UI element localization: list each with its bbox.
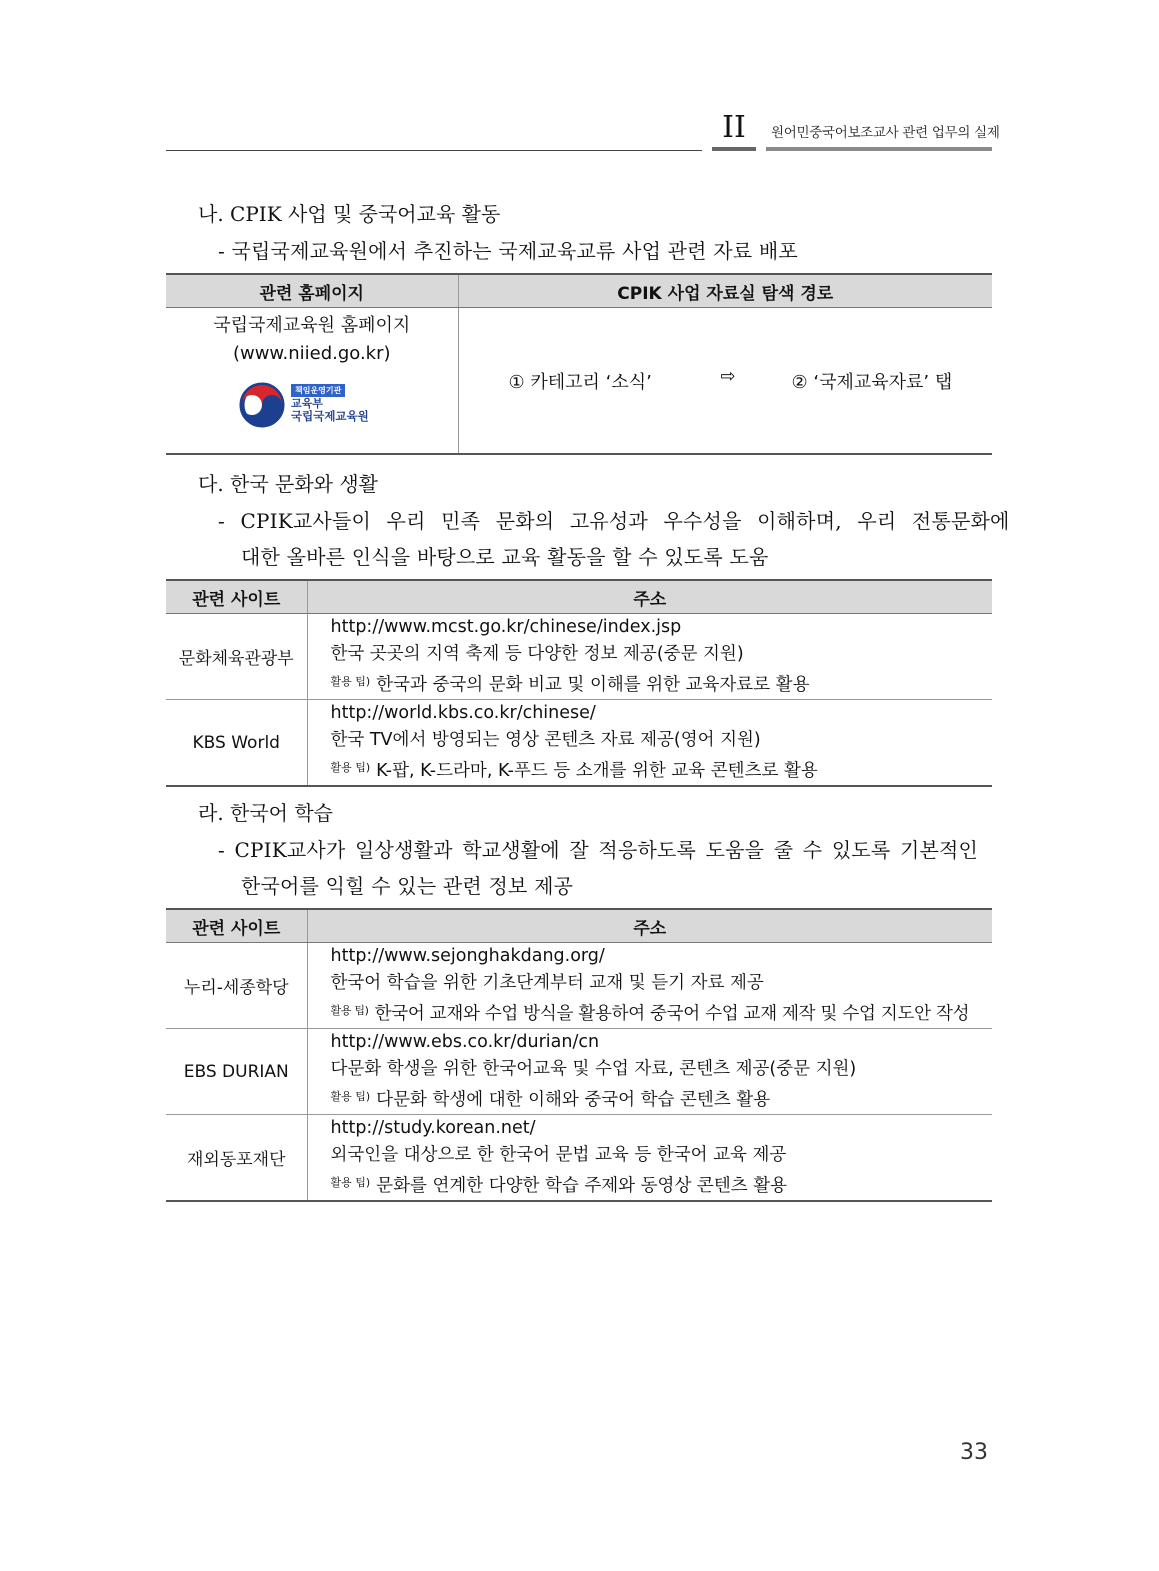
site-description: 한국 TV에서 방영되는 영상 콘텐츠 자료 제공(영어 지원) [330,730,761,750]
chapter-title-underline [766,147,992,151]
logo-line2: 국립국제교육원 [291,409,369,423]
site-name: 문화체육관광부 [166,614,307,700]
site-address-cell [307,614,992,700]
homepage-table-header-site: 관련 홈페이지 [166,274,458,308]
site-name: 누리-세종학당 [166,943,307,1029]
path-step-1: ① 카테고리 ‘소식’ [508,372,652,393]
site-url[interactable]: http://www.ebs.co.kr/durian/cn [330,1032,600,1052]
culture-table-header-address: 주소 [307,580,992,614]
table-row [166,1029,992,1115]
section-na-heading: 나. CPIK 사업 및 중국어교육 활동 [198,202,501,226]
korean-study-table [166,908,992,1202]
table-row [166,1115,992,1202]
search-path-cell [458,308,992,454]
tip-label: 활용 팁) [330,1090,371,1103]
section-da-heading: 다. 한국 문화와 생활 [198,472,378,496]
site-tip: 다문화 학생에 대한 이해와 중국어 학습 콘텐츠 활용 [376,1090,771,1110]
site-url[interactable]: http://www.mcst.go.kr/chinese/index.jsp [330,617,682,637]
page-number: 33 [960,1440,988,1465]
arrow-right-icon: ⇨ [720,366,736,387]
tip-label: 활용 팁) [330,1176,371,1189]
chapter-title: 원어민중국어보조교사 관련 업무의 실제 [771,125,1000,141]
homepage-table-header-path: CPIK 사업 자료실 탐색 경로 [458,274,992,308]
path-step-2: ② ‘국제교육자료’ 탭 [791,372,953,393]
chapter-numeral-underline [712,147,756,151]
site-address-cell [307,943,992,1029]
site-tip: 한국과 중국의 문화 비교 및 이해를 위한 교육자료로 활용 [376,675,810,695]
site-tip: 한국어 교재와 수업 방식을 활용하여 중국어 수업 교재 제작 및 수업 지도안 작성 [374,1004,970,1024]
section-ra-bullet-line1: - CPIK교사가 일상생활과 학교생활에 잘 적응하도록 도움을 줄 수 있도록 기본적인 [218,838,979,862]
site-description: 다문화 학생을 위한 한국어교육 및 수업 자료, 콘텐츠 제공(중문 지원) [330,1059,857,1079]
header-rule-left [166,150,702,151]
site-url[interactable]: http://www.sejonghakdang.org/ [330,946,605,966]
logo-line1: 교육부 [291,397,323,410]
tip-label: 활용 팁) [330,761,371,774]
section-ra-heading: 라. 한국어 학습 [198,801,333,825]
site-name: KBS World [166,700,307,787]
taegeuk-logo-icon [236,382,288,428]
homepage-table [166,273,992,455]
site-url[interactable]: http://study.korean.net/ [330,1118,536,1138]
table-row [166,700,992,787]
site-url[interactable]: http://world.kbs.co.kr/chinese/ [330,703,596,723]
logo-badge: 책임운영기관 [291,384,345,397]
table-row [166,614,992,700]
site-description: 한국 곳곳의 지역 축제 등 다양한 정보 제공(중문 지원) [330,644,744,664]
culture-table-header-site: 관련 사이트 [166,580,307,614]
site-tip: 문화를 연계한 다양한 학습 주제와 동영상 콘텐츠 활용 [376,1176,788,1196]
section-ra-bullet-line2: 한국어를 익힐 수 있는 관련 정보 제공 [241,874,574,898]
homepage-name: 국립국제교육원 홈페이지 [213,315,411,336]
site-tip: K-팝, K-드라마, K-푸드 등 소개를 위한 교육 콘텐츠로 활용 [376,761,818,781]
culture-table [166,579,992,787]
section-na-bullet: - 국립국제교육원에서 추진하는 국제교육교류 사업 관련 자료 배포 [218,239,798,263]
niied-logo [166,368,458,430]
homepage-cell [166,308,458,454]
site-address-cell [307,700,992,787]
tip-label: 활용 팁) [330,1004,369,1017]
table-row [166,943,992,1029]
tip-label: 활용 팁) [330,675,371,688]
site-address-cell [307,1115,992,1202]
site-name: EBS DURIAN [166,1029,307,1115]
site-description: 한국어 학습을 위한 기초단계부터 교재 및 듣기 자료 제공 [330,973,764,993]
section-da-bullet-line2: 대한 올바른 인식을 바탕으로 교육 활동을 할 수 있도록 도움 [241,545,769,569]
chapter-numeral: II [722,110,746,145]
site-description: 외국인을 대상으로 한 한국어 문법 교육 등 한국어 교육 제공 [330,1145,787,1165]
korean-table-header-site: 관련 사이트 [166,909,307,943]
site-name: 재외동포재단 [166,1115,307,1202]
korean-table-header-address: 주소 [307,909,992,943]
site-address-cell [307,1029,992,1115]
section-da-bullet-line1: - CPIK교사들이 우리 민족 문화의 고유성과 우수성을 이해하며, 우리 전통문화에 [218,509,1010,533]
homepage-url[interactable]: (www.niied.go.kr) [232,343,391,364]
